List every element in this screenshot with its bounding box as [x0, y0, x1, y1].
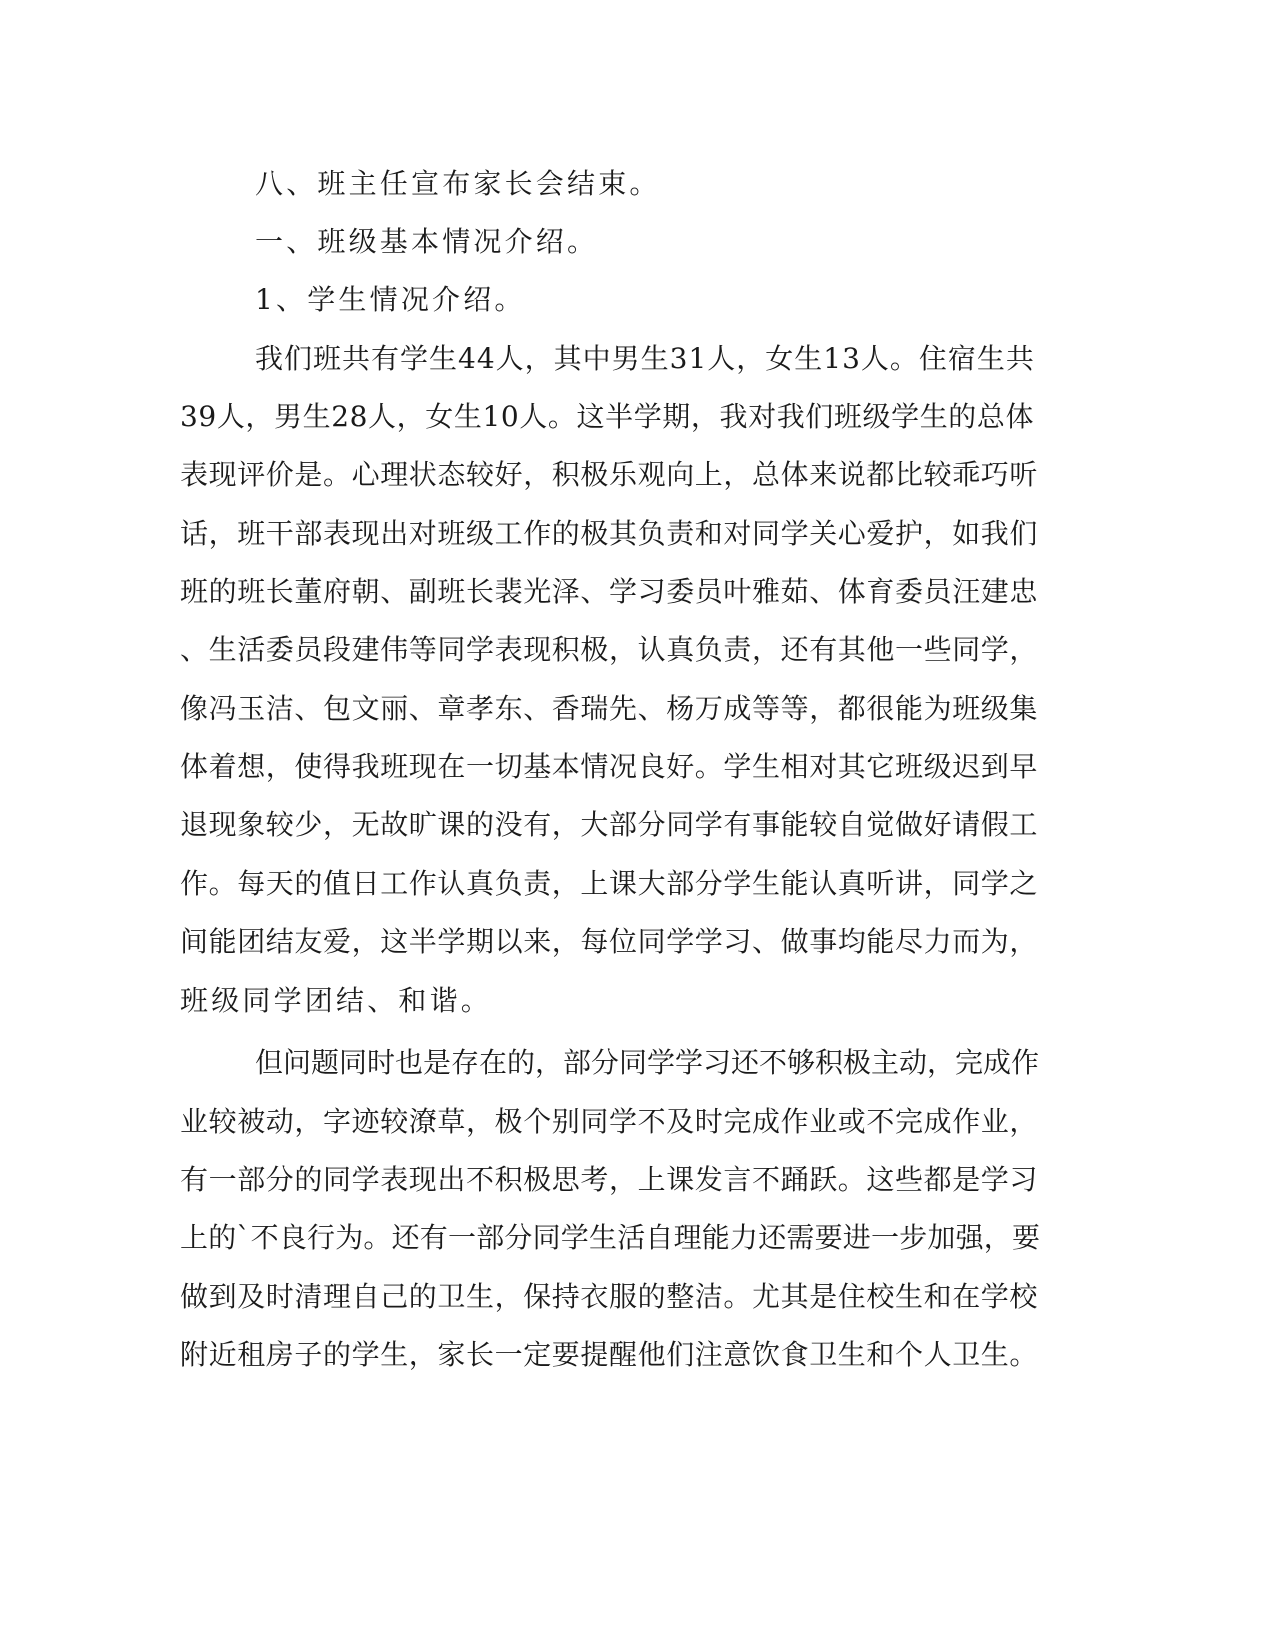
paragraph1-line: 话，班干部表现出对班级工作的极其负责和对同学关心爱护，如我们 — [180, 517, 1039, 550]
paragraph1-line: 作。每天的值日工作认真负责，上课大部分学生能认真听讲，同学之 — [180, 867, 1039, 900]
paragraph1-line: 退现象较少，无故旷课的没有，大部分同学有事能较自觉做好请假工 — [180, 808, 1039, 841]
paragraph1-line: 表现评价是。心理状态较好，积极乐观向上，总体来说都比较乖巧听 — [180, 458, 1039, 491]
paragraph2-line: 上的`不良行为。还有一部分同学生活自理能力还需要进一步加强，要 — [180, 1221, 1041, 1254]
paragraph1-line: 我们班共有学生44人，其中男生31人，女生13人。住宿生共 — [255, 342, 1035, 375]
paragraph2-line: 附近租房子的学生，家长一定要提醒他们注意饮食卫生和个人卫生。 — [180, 1338, 1039, 1371]
heading-meeting-end: 八、班主任宣布家长会结束。 — [255, 167, 661, 200]
paragraph2-line: 做到及时清理自己的卫生，保持衣服的整洁。尤其是住校生和在学校 — [180, 1280, 1039, 1313]
paragraph1-line: 39人，男生28人，女生10人。这半学期，我对我们班级学生的总体 — [180, 400, 1035, 433]
paragraph1-line: 、生活委员段建伟等同学表现积极，认真负责，还有其他一些同学， — [180, 633, 1039, 666]
heading-class-overview: 一、班级基本情况介绍。 — [255, 225, 599, 258]
paragraph1-line: 体着想，使得我班现在一切基本情况良好。学生相对其它班级迟到早 — [180, 750, 1039, 783]
paragraph2-line: 业较被动，字迹较潦草，极个别同学不及时完成作业或不完成作业， — [180, 1105, 1039, 1138]
paragraph1-line: 间能团结友爱，这半学期以来，每位同学学习、做事均能尽力而为， — [180, 925, 1039, 958]
paragraph1-line: 像冯玉洁、包文丽、章孝东、香瑞先、杨万成等等，都很能为班级集 — [180, 692, 1039, 725]
paragraph2-line: 有一部分的同学表现出不积极思考，上课发言不踊跃。这些都是学习 — [180, 1163, 1039, 1196]
paragraph1-line: 班级同学团结、和谐。 — [180, 984, 493, 1017]
paragraph1-line: 班的班长董府朝、副班长裴光泽、学习委员叶雅茹、体育委员汪建忠 — [180, 575, 1039, 608]
heading-student-overview: 1、学生情况介绍。 — [255, 283, 526, 316]
paragraph2-line: 但问题同时也是存在的，部分同学学习还不够积极主动，完成作 — [255, 1046, 1040, 1079]
